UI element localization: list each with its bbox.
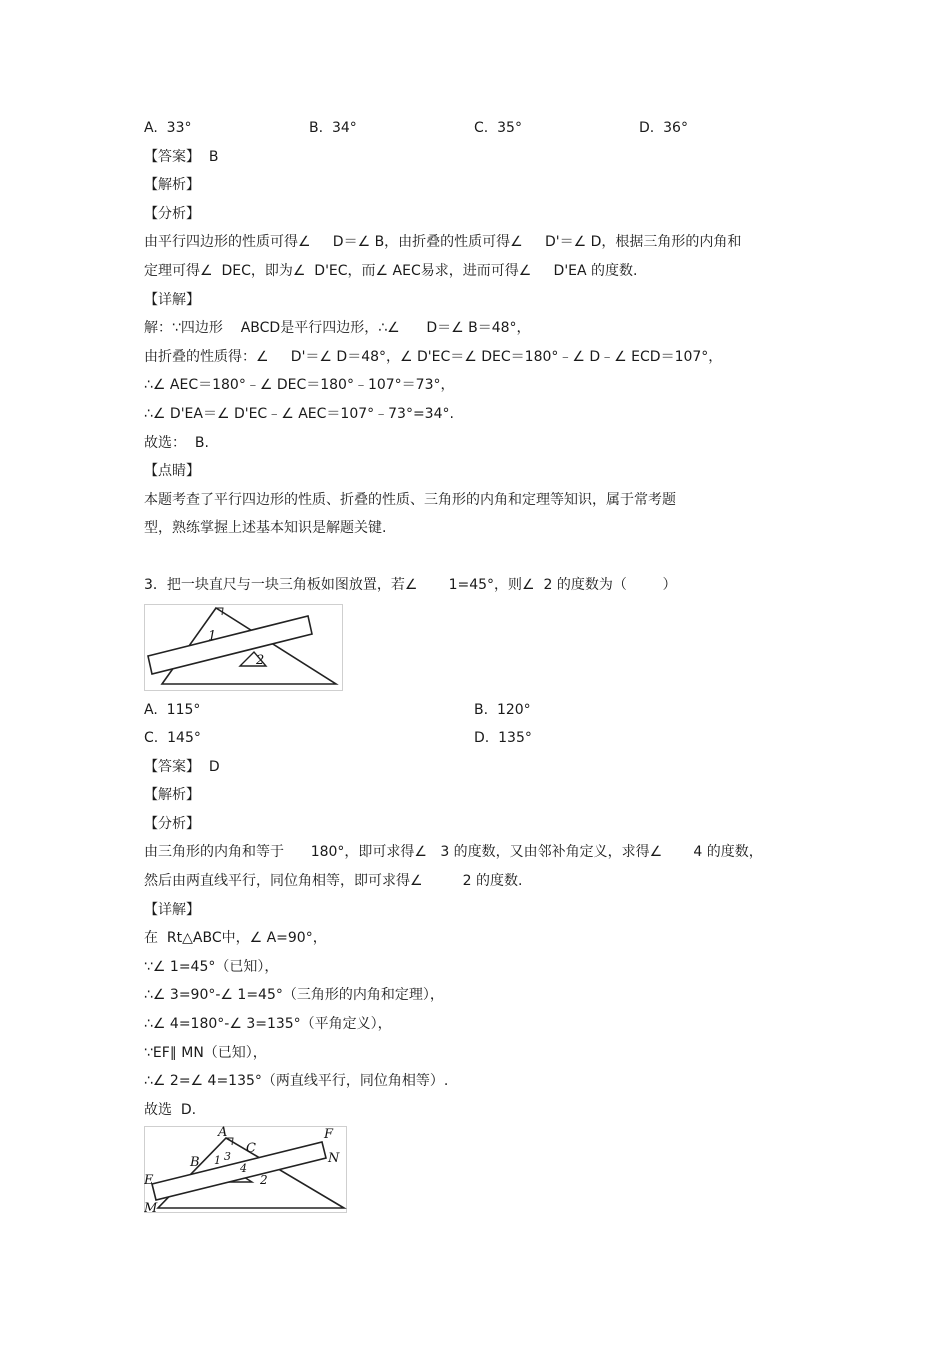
q2-solution-line: 故选： B.	[144, 434, 209, 451]
q3-option-a[interactable]: A. 115°	[144, 701, 201, 718]
q3-option-d[interactable]: D. 135°	[474, 730, 532, 747]
q3-figure2-label-c: C	[246, 1141, 256, 1157]
q3-options-row-1	[144, 696, 804, 725]
q2-solution-line: ∴∠ D'EA＝∠ D'EC﹣∠ AEC＝107°﹣73°=34°.	[144, 405, 454, 422]
q3-jiexi-heading: 【解析】	[144, 787, 200, 804]
q2-option-a[interactable]: A. 33°	[144, 120, 192, 136]
q3-figure2-label-m: M	[144, 1201, 158, 1215]
q2-comment-line: 本题考查了平行四边形的性质、折叠的性质、三角形的内角和定理等知识，属于常考题	[144, 491, 676, 508]
q2-option-c[interactable]: C. 35°	[474, 120, 522, 136]
q3-figure2-label-n: N	[328, 1151, 340, 1167]
q3-figure2-label-4: 4	[240, 1162, 247, 1176]
q2-dianjing-heading: 【点睛】	[144, 463, 200, 480]
q3-figure2-label-1: 1	[214, 1154, 221, 1168]
document-page	[144, 114, 804, 1214]
q2-option-d[interactable]: D. 36°	[639, 120, 688, 136]
q3-solution-line: ∴∠ 3=90°-∠ 1=45°（三角形的内角和定理），	[144, 987, 444, 1004]
q3-figure2-label-e: E	[144, 1173, 154, 1189]
q2-jiexi-heading: 【解析】	[144, 177, 200, 194]
q2-comment-line: 型，熟练掌握上述基本知识是解题关键.	[144, 520, 387, 537]
q3-options-row-2	[144, 724, 804, 753]
q2-answer: 【答案】 B	[144, 148, 219, 165]
q2-fenxi-heading: 【分析】	[144, 205, 200, 222]
q3-figure-ruler-triangle	[144, 604, 344, 692]
q2-solution-line: ∴∠ AEC＝180°﹣∠ DEC＝180°﹣107°＝73°，	[144, 377, 455, 394]
q2-solution-line: 解：∵四边形 ABCD是平行四边形，∴∠ D＝∠ B＝48°，	[144, 320, 531, 337]
q2-option-b[interactable]: B. 34°	[309, 120, 357, 136]
q2-options	[144, 114, 804, 143]
q3-analysis-line: 然后由两直线平行，同位角相等，即可求得∠ 2 的度数.	[144, 873, 523, 890]
q3-figure2-label-2: 2	[260, 1173, 268, 1188]
q3-figure-labeled	[144, 1126, 348, 1214]
q3-xiangjie-heading: 【详解】	[144, 901, 200, 918]
q3-figure2-label-3: 3	[224, 1150, 231, 1164]
q2-analysis-line: 由平行四边形的性质可得∠ D＝∠ B，由折叠的性质可得∠ D'＝∠ D，根据三角形的内角和	[144, 234, 742, 251]
q3-figure1-label-2: 2	[256, 652, 265, 668]
q3-solution-line: ∵EF∥ MN（已知），	[144, 1044, 267, 1061]
q3-solution-line: ∴∠ 2=∠ 4=135°（两直线平行，同位角相等）.	[144, 1073, 449, 1090]
q3-option-c[interactable]: C. 145°	[144, 730, 201, 747]
q3-option-b[interactable]: B. 120°	[474, 701, 531, 718]
q3-solution-line: 在 Rt△ABC中，∠ A=90°，	[144, 930, 327, 947]
q3-question: 3．把一块直尺与一块三角板如图放置，若∠ 1=45°，则∠ 2 的度数为（ ）	[144, 576, 677, 593]
q3-fenxi-heading: 【分析】	[144, 815, 200, 832]
q3-analysis-line: 由三角形的内角和等于 180°，即可求得∠ 3 的度数，又由邻补角定义，求得∠ 4 的度数，	[144, 844, 763, 861]
q3-figure2-label-f: F	[324, 1127, 334, 1143]
q2-solution-line: 由折叠的性质得：∠ D'＝∠ D＝48°，∠ D'EC＝∠ DEC＝180°﹣∠ D﹣∠ ECD＝107°，	[144, 348, 723, 365]
q2-xiangjie-heading: 【详解】	[144, 291, 200, 308]
q3-figure2-label-b: B	[190, 1155, 200, 1171]
q3-solution-line: ∴∠ 4=180°-∠ 3=135°（平角定义），	[144, 1016, 392, 1033]
q3-figure1-label-1: 1	[208, 628, 217, 644]
q3-solution-line: 故选 D.	[144, 1101, 197, 1118]
q3-answer: 【答案】 D	[144, 758, 220, 775]
q3-figure2-label-a: A	[218, 1126, 228, 1141]
q2-analysis-line: 定理可得∠ DEC，即为∠ D'EC，而∠ AEC易求，进而可得∠ D'EA 的度数.	[144, 262, 638, 279]
q3-solution-line: ∵∠ 1=45°（已知），	[144, 958, 279, 975]
